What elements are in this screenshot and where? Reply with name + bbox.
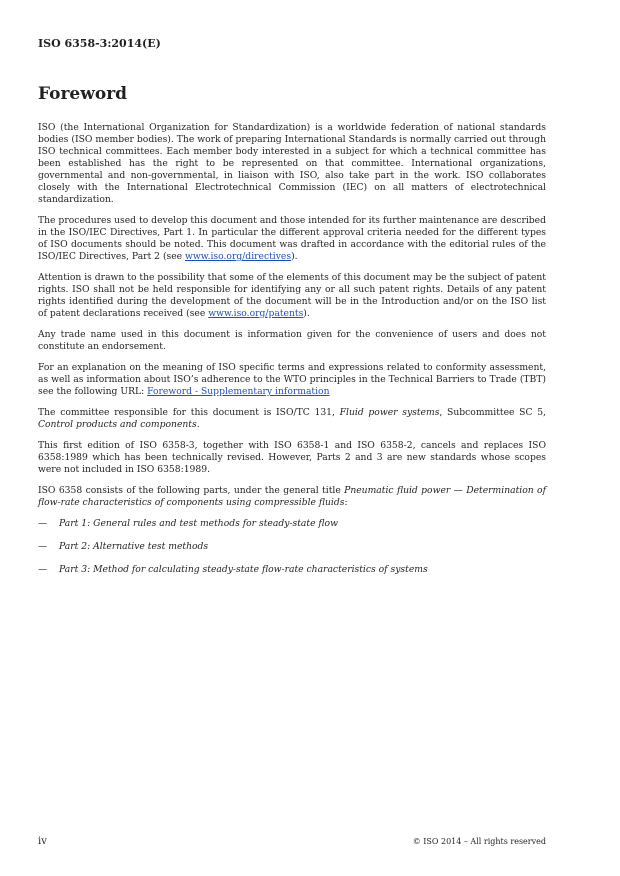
paragraph-committee-mid: , Subcommittee SC 5, [439,407,546,418]
list-item [38,541,546,553]
paragraph-conformity-text: For an explanation on the meaning of ISO specific terms and expressions related to conformity assessment, as well as information about ISO’s adherence to the WTO principles in the Technical Barriers to Trade (TBT) see the following URL: [38,362,546,397]
subcommittee-title: Control products and components [38,419,197,430]
paragraph-patents-text: Attention is drawn to the possibility that some of the elements of this document may be the subject of patent rights. ISO shall not be held responsible for identifying any or all such patent rights. Details of any patent rights identified during the development of the document will be in the Introduction and/or on the ISO list of patent declarations received (see [38,272,546,319]
paragraph-patents [38,272,546,320]
list-item-text: Part 2: Alternative test methods [59,541,209,552]
document-id-header: ISO 6358-3:2014(E) [38,37,161,50]
paragraph-committee-end: . [196,419,200,430]
paragraph-procedures [38,215,546,263]
committee-title: Fluid power systems [339,407,440,418]
paragraph-iso-overview: ISO (the International Organization for Standardization) is a worldwide federation of national standards bodies (ISO member bodies). The work of preparing International Standards is normally carried out through ISO technical committees. Each member body interested in a subject for which a technical committee has been established has the right to be represented on that committee. International organizations, governmental and non-governmental, in liaison with ISO, also take part in the work. ISO collaborates closely with the International Electrotechnical Commission (IEC) on all matters of electrotechnical standardization. [38,122,546,205]
paragraph-patents-end: ). [303,308,310,319]
page-number: iv [38,836,47,847]
paragraph-procedures-end: ). [291,251,298,262]
paragraph-parts-intro-text: ISO 6358 consists of the following parts, under the general title [38,485,345,496]
general-title: Pneumatic fluid power — Determination of flow-rate characteristics of components using compressible fluids [38,485,546,508]
patents-link[interactable]: www.iso.org/patents [208,308,304,319]
foreword-body [38,122,546,587]
list-dash: — [38,541,48,552]
paragraph-parts-intro-end: : [344,497,348,508]
list-dash: — [38,564,48,575]
paragraph-conformity [38,362,546,398]
paragraph-edition: This first edition of ISO 6358-3, together with ISO 6358-1 and ISO 6358-2, cancels and replaces ISO 6358:1989 which has been technically revised. However, Parts 2 and 3 are new standards whose scopes were not included in ISO 6358:1989. [38,440,546,475]
list-item-text: Part 1: General rules and test methods for steady-state flow [59,518,338,529]
list-dash: — [38,518,48,529]
paragraph-trade-name: Any trade name used in this document is information given for the convenience of users and does not constitute an endorsement. [38,329,546,352]
paragraph-parts-intro [38,485,546,509]
section-title: Foreword [38,84,128,104]
list-item [38,518,546,530]
paragraph-committee-text: The committee responsible for this document is ISO/TC 131, [38,407,340,418]
paragraph-committee [38,407,546,431]
copyright-notice: © ISO 2014 – All rights reserved [412,837,546,846]
directives-link[interactable]: www.iso.org/directives [185,251,292,262]
list-item [38,564,546,576]
supplementary-info-link[interactable]: Foreword - Supplementary information [147,386,330,397]
paragraph-procedures-text: The procedures used to develop this document and those intended for its further maintenance are described in the ISO/IEC Directives, Part 1. In particular the different approval criteria needed for the different types of ISO documents should be noted. This document was drafted in accordance with the editorial rules of the ISO/IEC Directives, Part 2 (see [38,215,546,262]
list-item-text: Part 3: Method for calculating steady-state flow-rate characteristics of systems [59,564,428,575]
